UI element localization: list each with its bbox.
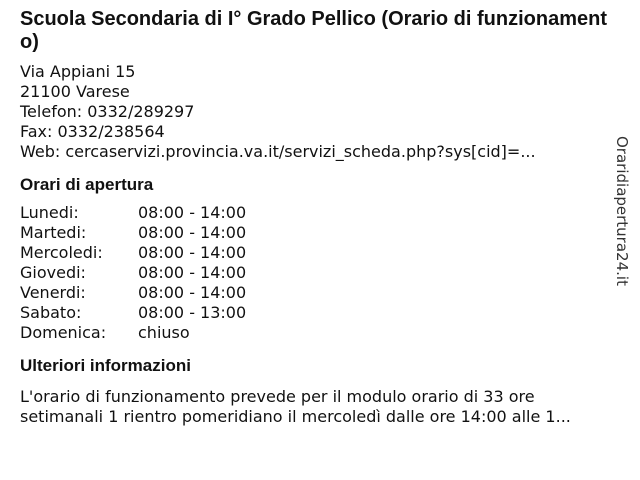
day-hours: 08:00 - 14:00 — [138, 203, 247, 222]
day-hours: 08:00 - 13:00 — [138, 303, 247, 322]
day-hours: 08:00 - 14:00 — [138, 223, 247, 242]
day-hours: chiuso — [138, 323, 190, 342]
more-info-line-1: L'orario di funzionamento prevede per il modulo orario di 33 ore — [20, 387, 535, 406]
day-label: Martedi: — [20, 223, 87, 242]
day-label: Mercoledi: — [20, 243, 103, 262]
day-label: Lunedi: — [20, 203, 79, 222]
day-label: Venerdi: — [20, 283, 86, 302]
address-block — [20, 62, 620, 162]
site-watermark: Oraridiapertura24.it — [613, 136, 631, 286]
day-hours: 08:00 - 14:00 — [138, 243, 247, 262]
page-content — [20, 8, 620, 427]
day-label: Giovedi: — [20, 263, 86, 282]
fax-number: Fax: 0332/238564 — [20, 122, 165, 141]
address-street: Via Appiani 15 — [20, 62, 136, 81]
hours-row-monday — [20, 203, 620, 223]
hours-row-thursday — [20, 263, 620, 283]
phone-number: Telefon: 0332/289297 — [20, 102, 195, 121]
opening-hours-heading: Orari di apertura — [20, 175, 154, 194]
address-city: 21100 Varese — [20, 82, 130, 101]
day-hours: 08:00 - 14:00 — [138, 263, 247, 282]
day-label: Domenica: — [20, 323, 107, 342]
day-hours: 08:00 - 14:00 — [138, 283, 247, 302]
hours-row-wednesday — [20, 243, 620, 263]
more-info-line-2: setimanali 1 rientro pomeridiano il mercoledì dalle ore 14:00 alle 1... — [20, 407, 571, 426]
day-label: Sabato: — [20, 303, 82, 322]
hours-row-sunday — [20, 323, 620, 343]
more-info-heading: Ulteriori informazioni — [20, 356, 191, 375]
hours-row-friday — [20, 283, 620, 303]
hours-row-tuesday — [20, 223, 620, 243]
hours-row-saturday — [20, 303, 620, 323]
opening-hours-table — [20, 203, 620, 343]
more-info-text — [20, 387, 620, 427]
website-link[interactable]: Web: cercaservizi.provincia.va.it/servizi_scheda.php?sys[cid]=... — [20, 142, 536, 161]
page-title: Scuola Secondaria di I° Grado Pellico (Orario di funzionamento) — [20, 8, 607, 53]
